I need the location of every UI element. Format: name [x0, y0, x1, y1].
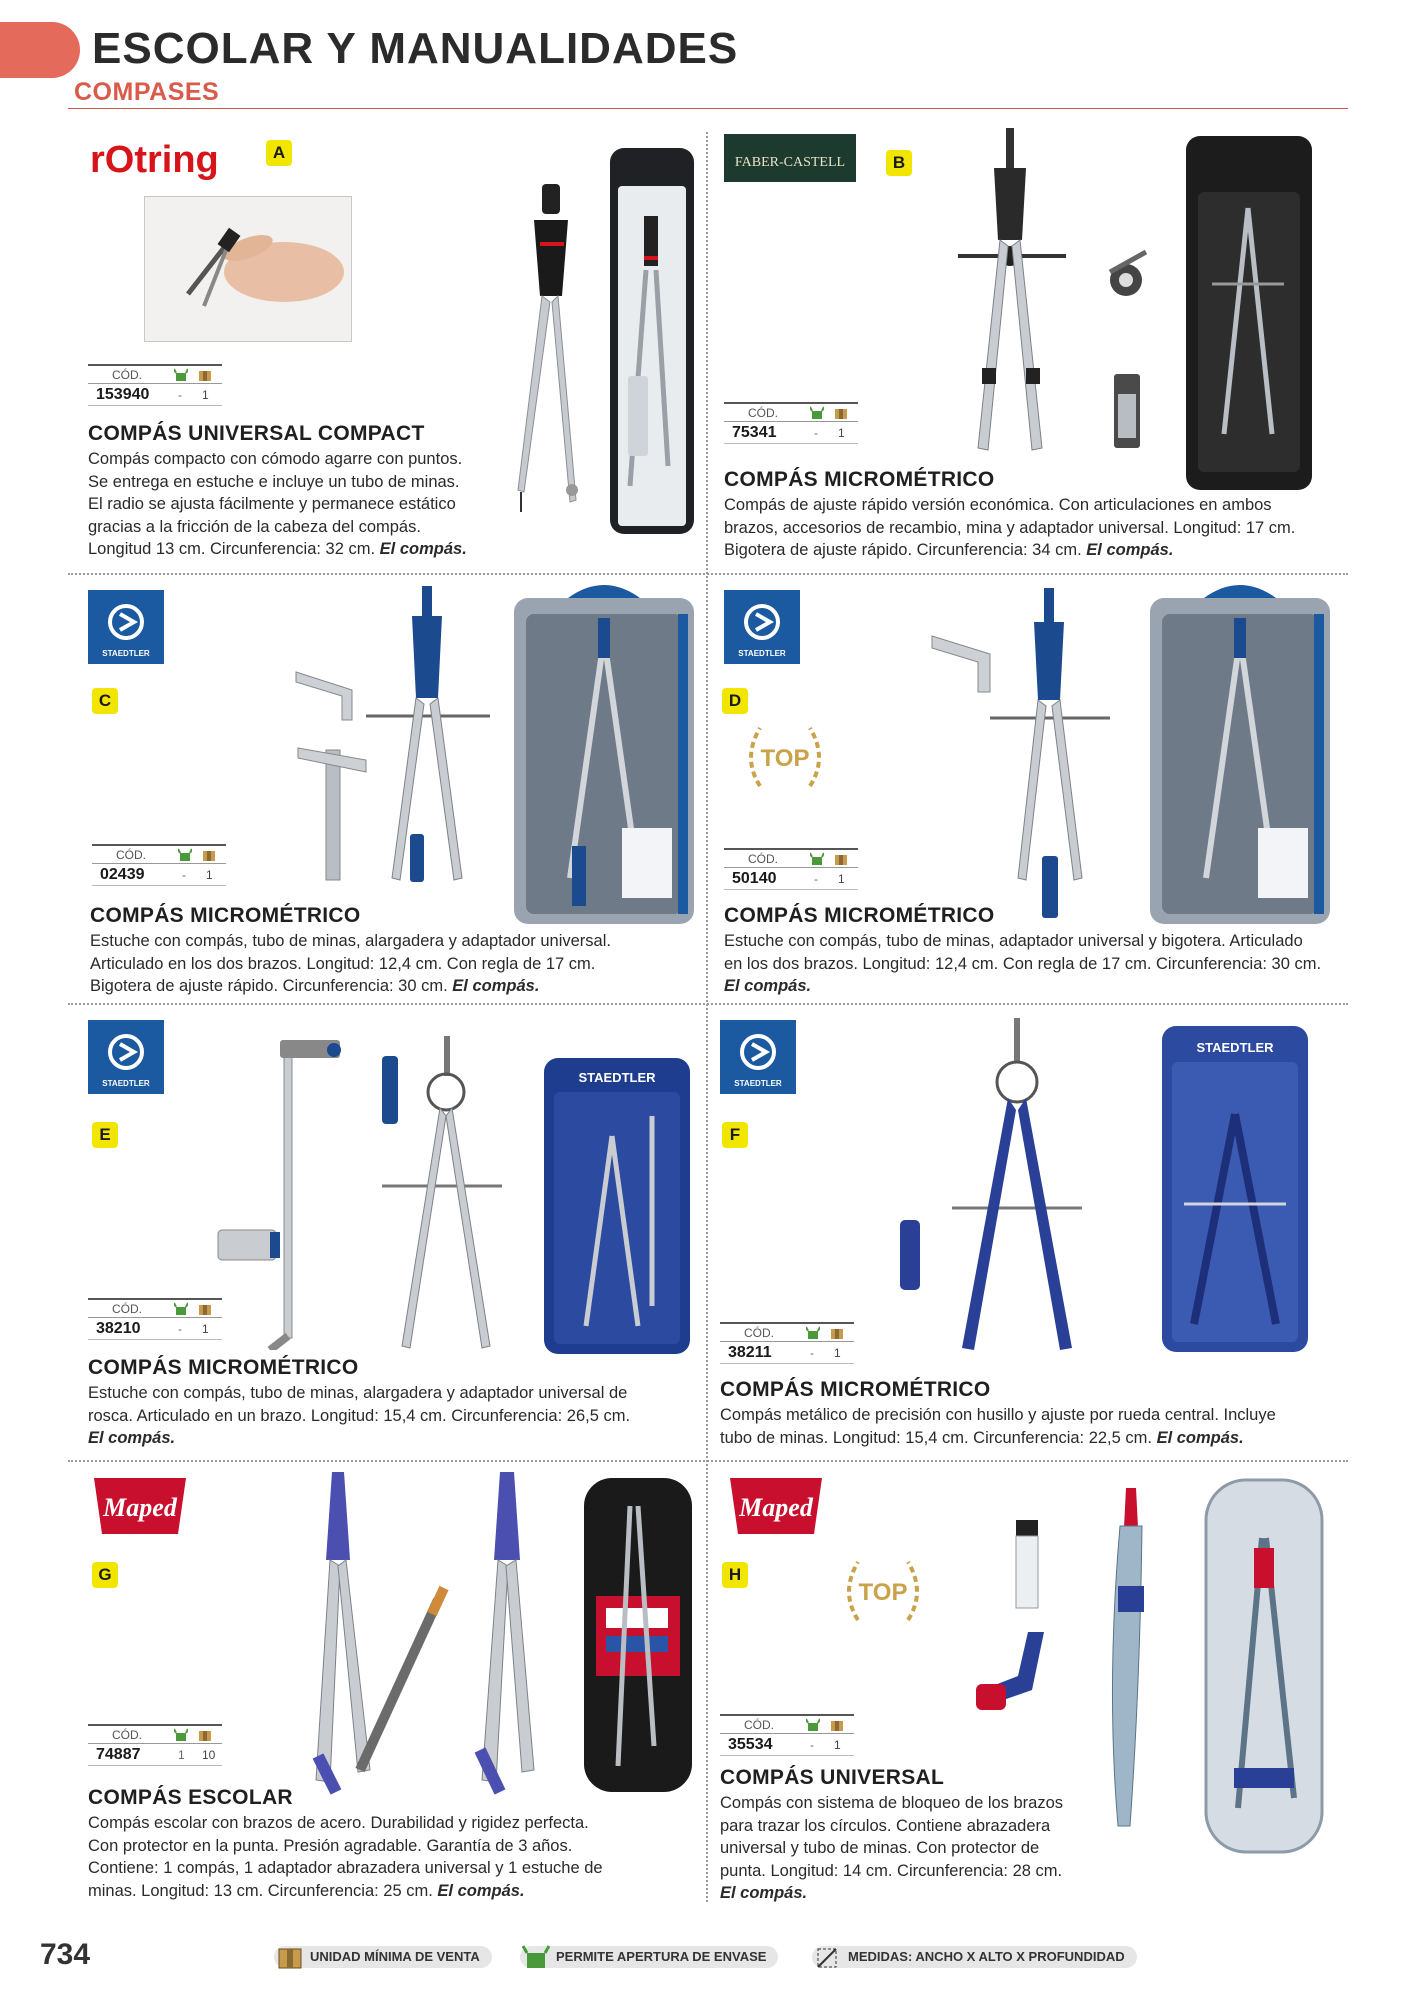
legend-label: UNIDAD MÍNIMA DE VENTA: [274, 1946, 492, 1968]
code-label: CÓD.: [744, 1718, 774, 1732]
product-letter: D: [722, 688, 748, 714]
maped-compass-image: [1100, 1486, 1160, 1846]
unit-min-sale: 1: [834, 1738, 841, 1752]
top-badge: [740, 712, 830, 802]
staedtler-case-image: [514, 578, 694, 924]
svg-text:STAEDTLER: STAEDTLER: [578, 1070, 656, 1085]
code-label: CÓD.: [748, 852, 778, 866]
top-badge: [838, 1546, 928, 1636]
product-description: Estuche con compás, tubo de minas, alargadera y adaptador universal de rosca. Articulado en un brazo. Longitud: 15,4 cm. Circunferencia: 26,5 cm. El compás.: [88, 1384, 631, 1447]
faber-case-image: [1184, 134, 1314, 492]
unit-min-open: -: [810, 1346, 814, 1360]
page-title: ESCOLAR Y MANUALIDADES: [92, 24, 739, 73]
min-unit-box-icon: [276, 1944, 304, 1970]
product-code-box: [720, 1322, 854, 1364]
unit-min-sale: 1: [202, 388, 209, 402]
product-code: 35534: [728, 1736, 773, 1753]
product-code: 74887: [96, 1746, 141, 1763]
unit-min-open: -: [182, 868, 186, 882]
product-letter: E: [92, 1122, 118, 1148]
unit-min-sale: 1: [838, 872, 845, 886]
page-subtitle: COMPASES: [74, 78, 220, 106]
unit-min-open: -: [814, 872, 818, 886]
faber-castell-logo: [724, 134, 856, 182]
product-code-box: [92, 844, 226, 886]
svg-text:TOP: TOP: [760, 745, 810, 772]
product-code-box: [724, 402, 858, 444]
product-code-box: [88, 1298, 222, 1340]
unit-min-open: -: [178, 388, 182, 402]
row-divider: [68, 1460, 1348, 1462]
product-description: Compás compacto con cómodo agarre con puntos. Se entrega en estuche e incluye un tubo de minas. El radio se ajusta fácilmente y permanece estático gracias a la fricción de la cabeza del compás. Longitud 13 cm. Circunferencia: 32 cm. El compás.: [88, 450, 467, 558]
product-code: 153940: [96, 386, 150, 403]
maped-logo: [724, 1474, 828, 1538]
min-unit-box-icon: [834, 852, 848, 866]
lead-tube-image: [898, 1218, 922, 1292]
product-code-box: [724, 848, 858, 890]
svg-text:STAEDTLER: STAEDTLER: [738, 649, 786, 658]
unit-min-sale: 1: [202, 1322, 209, 1336]
product-title: COMPÁS UNIVERSAL: [720, 1766, 945, 1789]
unit-min-sale: 1: [206, 868, 213, 882]
product-code: 38211: [728, 1344, 772, 1361]
open-pack-icon: [178, 848, 192, 862]
maped-logo: [88, 1474, 192, 1538]
dimensions-icon: [814, 1944, 842, 1970]
staedtler-logo: [88, 1020, 164, 1094]
code-label: CÓD.: [112, 1302, 142, 1316]
min-unit-box-icon: [202, 848, 216, 862]
maped-case-image: [1204, 1478, 1324, 1854]
unit-min-open: 1: [178, 1748, 185, 1762]
section-tab: [0, 22, 80, 78]
hand-using-compass-photo: [144, 196, 352, 342]
product-description: Estuche con compás, tubo de minas, adaptador universal y bigotera. Articulado en los dos brazos. Longitud: 12,4 cm. Con regla de 17 cm. Circunferencia: 30 cm. El compás.: [724, 932, 1322, 995]
staedtler-logo: [88, 590, 164, 664]
product-title: COMPÁS UNIVERSAL COMPACT: [88, 422, 425, 445]
svg-text:STAEDTLER: STAEDTLER: [102, 1079, 150, 1088]
min-unit-box-icon: [198, 1728, 212, 1742]
faber-accessories-image: [1100, 244, 1160, 454]
unit-min-sale: 10: [202, 1748, 216, 1762]
min-unit-box-icon: [198, 368, 212, 382]
open-pack-icon: [806, 1326, 820, 1340]
code-label: CÓD.: [112, 368, 142, 382]
rotring-case-image: [608, 146, 696, 536]
column-divider: [706, 132, 708, 1902]
unit-min-open: -: [814, 426, 818, 440]
product-title: COMPÁS MICROMÉTRICO: [724, 904, 995, 927]
open-pack-icon: [174, 1302, 188, 1316]
staedtler-case-image: [1160, 1024, 1310, 1354]
unit-min-open: -: [810, 1738, 814, 1752]
open-pack-icon: [174, 368, 188, 382]
svg-text:FABER-CASTELL: FABER-CASTELL: [734, 155, 846, 170]
svg-text:Maped: Maped: [103, 1493, 177, 1522]
row-divider: [68, 573, 1348, 575]
open-pack-icon: [810, 852, 824, 866]
product-title: COMPÁS MICROMÉTRICO: [724, 468, 995, 491]
universal-adapter-image: [974, 1630, 1064, 1720]
maped-case-image: [582, 1476, 694, 1794]
open-pack-icon: [174, 1728, 188, 1742]
legend-label: PERMITE APERTURA DE ENVASE: [520, 1946, 778, 1968]
faber-compass-image: [956, 128, 1068, 468]
open-pack-icon: [806, 1718, 820, 1732]
staedtler-logo: [720, 1020, 796, 1094]
staedtler-compass-image: [374, 1036, 504, 1356]
product-title: COMPÁS MICROMÉTRICO: [720, 1378, 991, 1401]
product-letter: C: [92, 688, 118, 714]
staedtler-case-image: [1150, 578, 1330, 924]
unit-min-sale: 1: [838, 426, 845, 440]
product-description: Compás escolar con brazos de acero. Durabilidad y rigidez perfecta. Con protector en la punta. Presión agradable. Garantía de 3 años. Contiene: 1 compás, 1 adaptador abrazadera universal y 1 estuche de minas. Longitud: 13 cm. Circunferencia: 25 cm. El compás.: [88, 1814, 603, 1900]
code-label: CÓD.: [116, 848, 146, 862]
product-letter: G: [92, 1562, 118, 1588]
code-label: CÓD.: [744, 1326, 774, 1340]
row-divider: [68, 1003, 1348, 1005]
product-letter: B: [886, 150, 912, 176]
product-title: COMPÁS ESCOLAR: [88, 1786, 293, 1809]
product-code-box: [88, 364, 222, 406]
min-unit-box-icon: [834, 406, 848, 420]
product-description: Estuche con compás, tubo de minas, alargadera y adaptador universal. Articulado en los dos brazos. Longitud: 12,4 cm. Con regla de 17 cm. Bigotera de ajuste rápido. Circunferencia: 30 cm. El compás.: [90, 932, 611, 995]
product-letter: F: [722, 1122, 748, 1148]
svg-text:STAEDTLER: STAEDTLER: [734, 1079, 782, 1088]
open-pack-icon: [522, 1944, 550, 1970]
legend-dimensions: [812, 1944, 1142, 1970]
svg-text:rOtring: rOtring: [90, 139, 219, 180]
product-letter: H: [722, 1562, 748, 1588]
svg-text:STAEDTLER: STAEDTLER: [1196, 1040, 1274, 1055]
staedtler-case-image: [542, 1056, 692, 1356]
rotring-logo: [90, 138, 230, 180]
product-title: COMPÁS MICROMÉTRICO: [90, 904, 361, 927]
staedtler-compass-image: [366, 586, 490, 886]
legend-min-sale-unit: [274, 1944, 510, 1970]
product-code: 75341: [732, 424, 777, 441]
lead-tube-image: [1012, 1518, 1042, 1612]
product-code-box: [88, 1724, 222, 1766]
staedtler-extension-bar-image: [214, 1040, 364, 1350]
staedtler-compass-image: [952, 1018, 1082, 1364]
min-unit-box-icon: [830, 1326, 844, 1340]
product-code: 02439: [100, 866, 145, 883]
page-number: 734: [40, 1938, 91, 1971]
svg-text:STAEDTLER: STAEDTLER: [102, 649, 150, 658]
maped-compass-image: [470, 1470, 550, 1800]
product-description: Compás de ajuste rápido versión económica. Con articulaciones en ambos brazos, accesorios de recambio, mina y adaptador universal. Longitud: 17 cm. Bigotera de ajuste rápido. Circunferencia: 34 cm. El compás.: [724, 496, 1296, 559]
staedtler-compass-image: [990, 588, 1110, 922]
legend-open-pack: [520, 1944, 794, 1970]
unit-min-sale: 1: [834, 1346, 841, 1360]
svg-text:Maped: Maped: [739, 1493, 813, 1522]
staedtler-logo: [724, 590, 800, 664]
maped-compass-with-pencil-image: [310, 1470, 450, 1800]
product-description: Compás con sistema de bloqueo de los brazos para trazar los círculos. Contiene abrazadera universal y tubo de minas. Con protector de punta. Longitud: 14 cm. Circunferencia: 28 cm. El compás.: [720, 1794, 1064, 1902]
code-label: CÓD.: [748, 406, 778, 420]
legend-label: MEDIDAS: ANCHO X ALTO X PROFUNDIDAD: [812, 1946, 1137, 1968]
unit-min-open: -: [178, 1322, 182, 1336]
min-unit-box-icon: [198, 1302, 212, 1316]
svg-text:TOP: TOP: [858, 1579, 908, 1606]
product-description: Compás metálico de precisión con husillo y ajuste por rueda central. Incluye tubo de minas. Longitud: 15,4 cm. Circunferencia: 22,5 cm. El compás.: [720, 1406, 1276, 1447]
product-code: 38210: [96, 1320, 141, 1337]
open-pack-icon: [810, 406, 824, 420]
code-label: CÓD.: [112, 1728, 142, 1742]
product-title: COMPÁS MICROMÉTRICO: [88, 1356, 359, 1379]
product-code: 50140: [732, 870, 777, 887]
header-rule: [68, 108, 1348, 109]
product-letter: A: [266, 140, 292, 166]
product-code-box: [720, 1714, 854, 1756]
min-unit-box-icon: [830, 1718, 844, 1732]
